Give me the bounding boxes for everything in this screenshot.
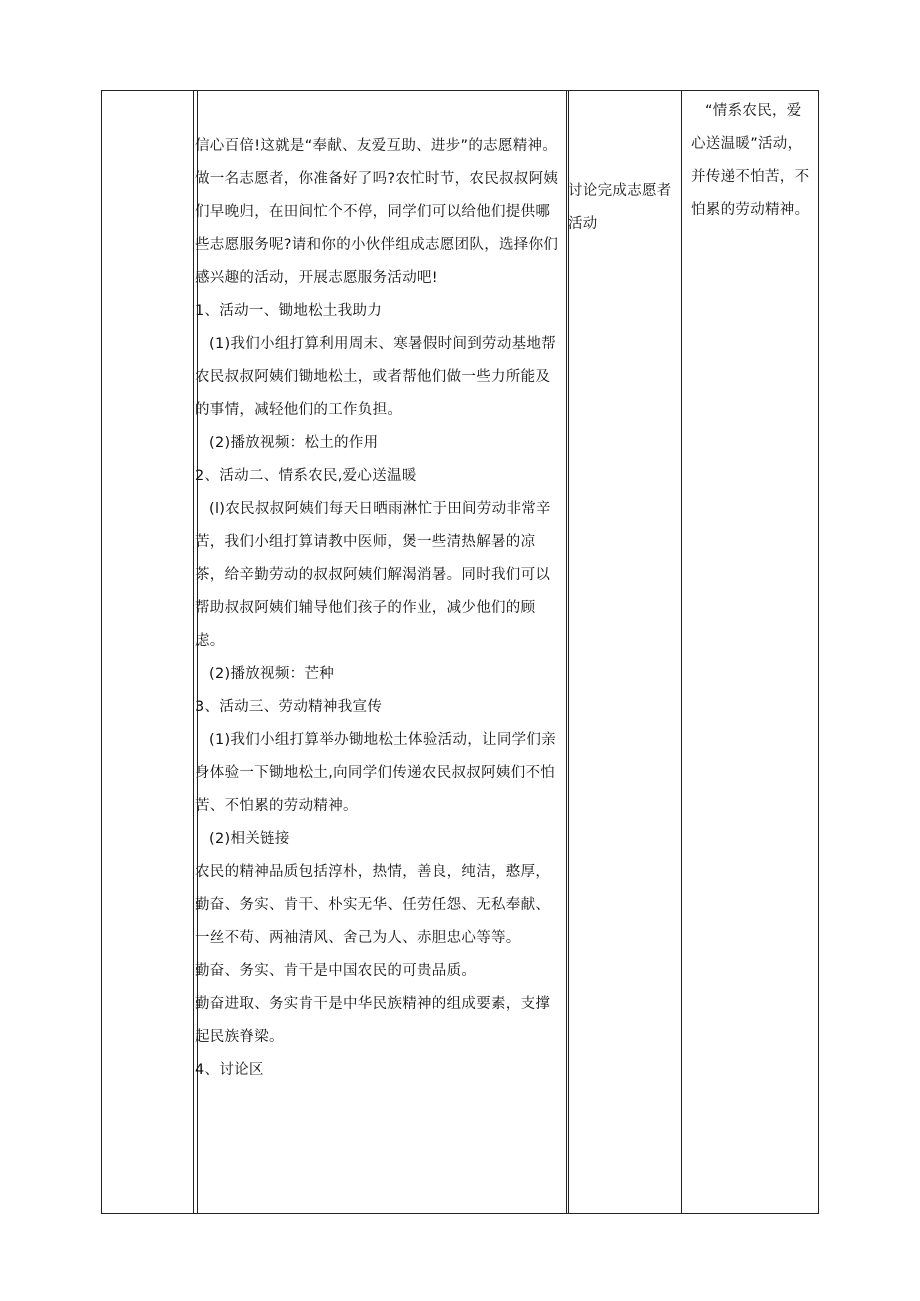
paragraph: (2)播放视频：芒种 <box>209 666 335 682</box>
lesson-table <box>101 90 819 1214</box>
paragraph: (1)我们小组打算举办锄地松土体验活动，让同学们亲身体验一下锄地松土,向同学们传递农民叔叔阿姨们不怕苦、不怕累的劳动精神。 <box>195 732 557 814</box>
activity-heading: 3、活动三、劳动精神我宣传 <box>195 699 383 715</box>
paragraph: 农民的精神品质包括淳朴，热情，善良，纯洁，憨厚，勤奋、务实、肯干、朴实无华、任劳任怨、无私奉献、一丝不苟、两袖清风、舍己为人、赤胆忠心等等。 <box>195 864 551 946</box>
paragraph: 勤奋进取、务实肯干是中华民族精神的组成要素，支撑起民族脊梁。 <box>195 996 551 1045</box>
activity-heading: 4、讨论区 <box>195 1062 264 1078</box>
paragraph: (2)播放视频：松土的作用 <box>209 435 379 451</box>
activity-content <box>195 130 563 1087</box>
paragraph: 信心百倍!这就是“奉献、友爱互助、进步”的志愿精神。做一名志愿者，你准备好了吗?农忙时节，农民叔叔阿姨们早晚归，在田间忙个不停，同学们可以给他们提供哪些志愿服务呢?请和你的小伙伴组成志愿团队，选择你们感兴趣的活动，开展志愿服务活动吧! <box>195 138 559 286</box>
column-4 <box>682 91 818 1213</box>
student-activity-text: 讨论完成志愿者活动 <box>568 183 672 232</box>
paragraph: (1)我们小组打算利用周末、寒暑假时间到劳动基地帮农民叔叔阿姨们锄地松土，或者帮他们做一些力所能及的事情，减轻他们的工作负担。 <box>195 336 557 418</box>
design-intent <box>691 95 815 227</box>
activity-heading: 1、活动一、锄地松土我助力 <box>195 303 383 319</box>
design-intent-text: “情系农民，爱心送温暖”活动，并传递不怕苦，不怕累的劳动精神。 <box>691 103 810 218</box>
paragraph: (2)相关链接 <box>209 831 290 847</box>
activity-heading: 2、活动二、情系农民,爱心送温暖 <box>195 468 417 484</box>
paragraph: (l)农民叔叔阿姨们每天日晒雨淋忙于田间劳动非常辛苦，我们小组打算请教中医师，煲一些清热解暑的凉茶，给辛勤劳动的叔叔阿姨们解渴消暑。同时我们可以帮助叔叔阿姨们辅导他们孩子的作业，减少他们的顾虑。 <box>195 501 551 649</box>
student-activity <box>568 175 676 241</box>
column-1 <box>102 91 194 1213</box>
column-3 <box>567 91 682 1213</box>
paragraph: 勤奋、务实、肯干是中国农民的可贵品质。 <box>195 963 477 979</box>
